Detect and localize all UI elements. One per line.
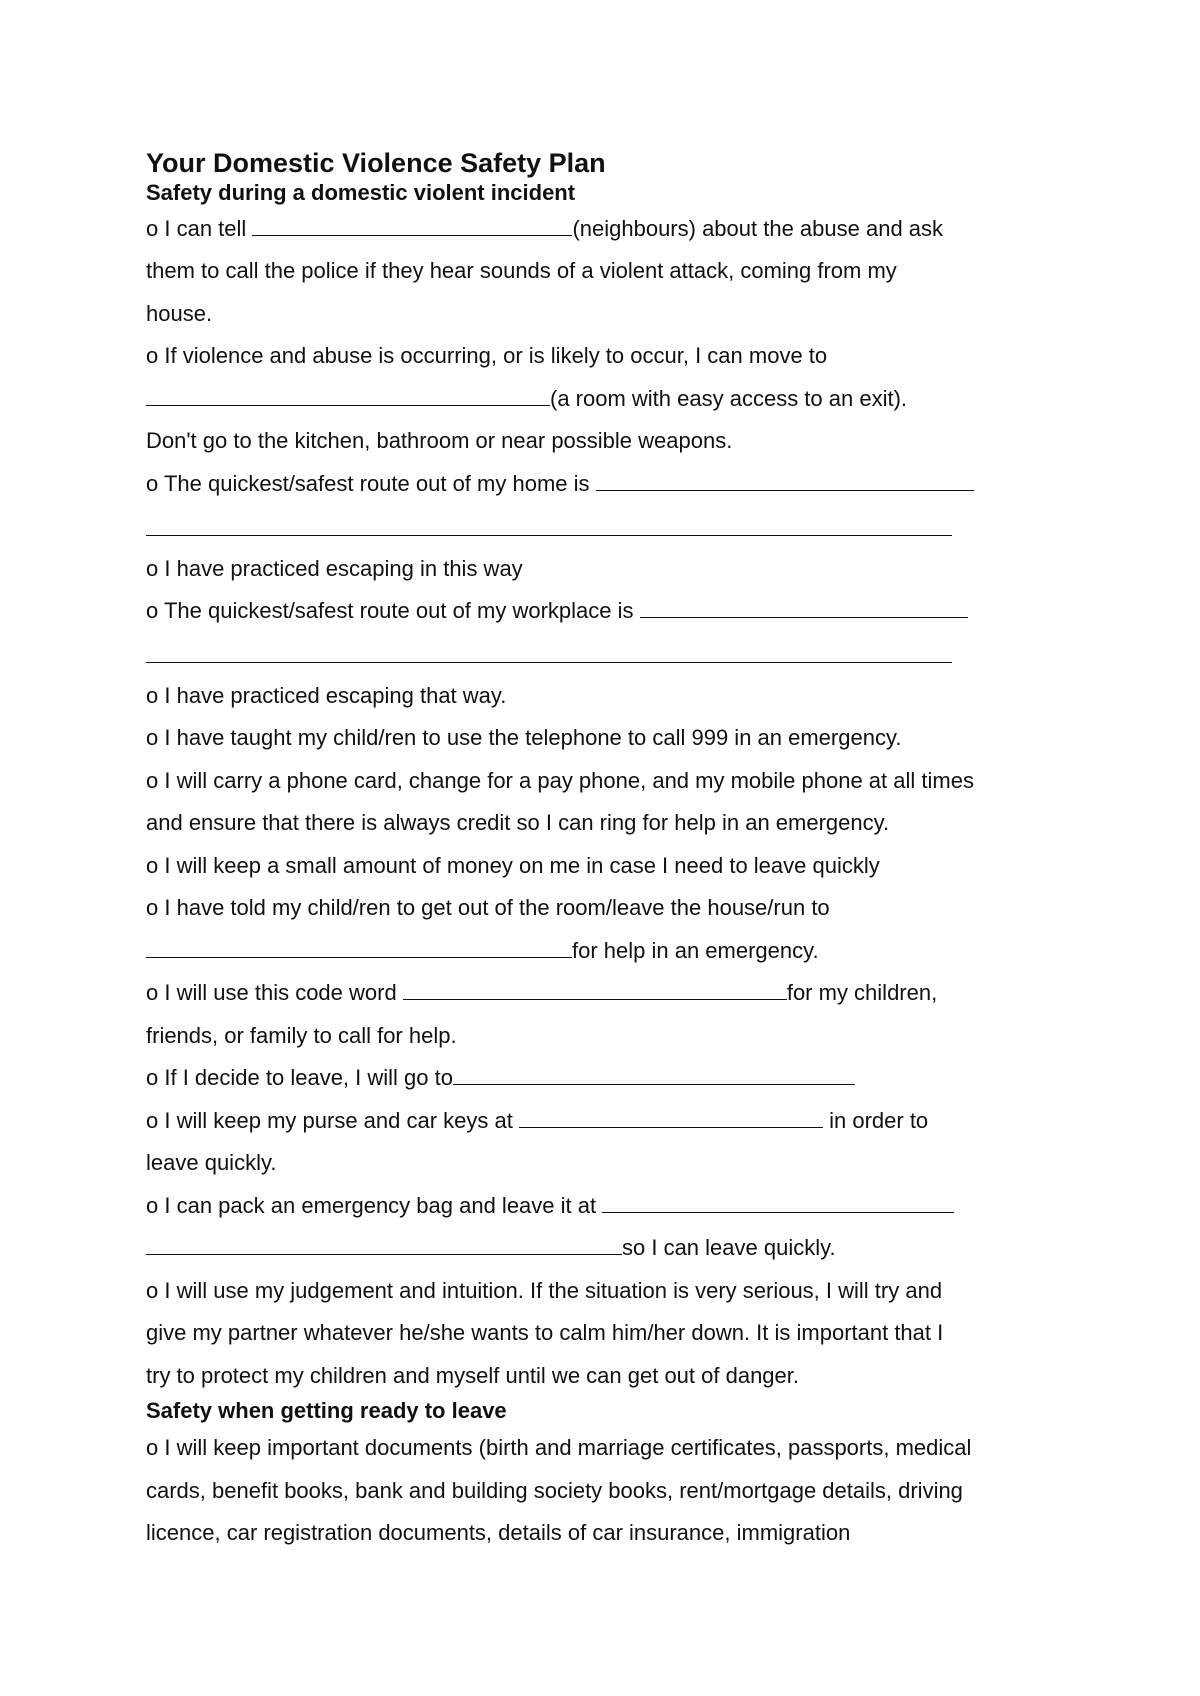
fill-in-blank-route-home-line2[interactable]: [146, 535, 952, 536]
item-emergency-bag: o I can pack an emergency bag and leave it at: [146, 1192, 954, 1220]
text-line: Don't go to the kitchen, bathroom or near possible weapons.: [146, 428, 733, 453]
bullet: o: [146, 725, 159, 750]
fill-in-blank-go-to[interactable]: [453, 1064, 855, 1085]
bullet: o: [146, 1278, 159, 1303]
bullet: o: [146, 471, 159, 496]
fill-in-blank-keys-location[interactable]: [519, 1107, 823, 1128]
fill-in-blank-neighbours[interactable]: [252, 215, 572, 236]
text-line: and ensure that there is always credit so I can ring for help in an emergency.: [146, 810, 890, 835]
item-told-children-run: o I have told my child/ren to get out of the room/leave the house/run to: [146, 895, 830, 920]
bullet: o: [146, 1193, 159, 1218]
item-taught-children-999: o I have taught my child/ren to use the telephone to call 999 in an emergency.: [146, 725, 902, 750]
item-code-word: o I will use this code word for my children,: [146, 980, 938, 1005]
text-line: house.: [146, 301, 213, 326]
item-tell-neighbours: o I can tell (neighbours) about the abuse and ask: [146, 216, 944, 241]
item-important-documents: o I will keep important documents (birth and marriage certificates, passports, medical: [146, 1435, 972, 1460]
item-decide-to-leave: o If I decide to leave, I will go to: [146, 1064, 855, 1092]
item-told-children-run-cont: for help in an emergency.: [146, 937, 819, 965]
document-title: Your Domestic Violence Safety Plan: [146, 148, 606, 178]
item-move-to-room-cont: (a room with easy access to an exit).: [146, 385, 907, 413]
bullet: o: [146, 556, 159, 581]
bullet: o: [146, 895, 159, 920]
fill-in-blank-bag-location-line2[interactable]: [146, 1234, 622, 1255]
section-heading-leaving: Safety when getting ready to leave: [146, 1398, 507, 1423]
item-carry-phone: o I will carry a phone card, change for a pay phone, and my mobile phone at all times: [146, 768, 974, 793]
bullet: o: [146, 1065, 159, 1090]
bullet: o: [146, 768, 159, 793]
text-line: licence, car registration documents, details of car insurance, immigration: [146, 1520, 851, 1545]
bullet: o: [146, 980, 159, 1005]
section-heading-incident: Safety during a domestic violent incident: [146, 180, 576, 205]
bullet: o: [146, 683, 159, 708]
text-line: leave quickly.: [146, 1150, 277, 1175]
fill-in-blank-room[interactable]: [146, 385, 550, 406]
text-line: try to protect my children and myself until we can get out of danger.: [146, 1363, 800, 1388]
text-line: them to call the police if they hear sounds of a violent attack, coming from my: [146, 258, 897, 283]
item-route-home: o The quickest/safest route out of my home is: [146, 470, 974, 498]
item-emergency-bag-cont: so I can leave quickly.: [146, 1234, 836, 1262]
bullet: o: [146, 598, 159, 623]
bullet: o: [146, 853, 159, 878]
bullet: o: [146, 216, 159, 241]
text-line: give my partner whatever he/she wants to calm him/her down. It is important that I: [146, 1320, 944, 1345]
bullet: o: [146, 1435, 159, 1460]
item-purse-keys: o I will keep my purse and car keys at in order to: [146, 1108, 929, 1133]
text-line: cards, benefit books, bank and building society books, rent/mortgage details, driving: [146, 1478, 963, 1503]
bullet: o: [146, 1108, 159, 1133]
fill-in-blank-bag-location[interactable]: [602, 1192, 954, 1213]
text-line: friends, or family to call for help.: [146, 1023, 457, 1048]
item-move-to-room: o If violence and abuse is occurring, or is likely to occur, I can move to: [146, 343, 828, 368]
fill-in-blank-route-workplace[interactable]: [640, 597, 968, 618]
item-practiced-escaping-work: o I have practiced escaping that way.: [146, 683, 507, 708]
fill-in-blank-route-home[interactable]: [596, 470, 974, 491]
item-route-workplace: o The quickest/safest route out of my workplace is: [146, 597, 968, 625]
item-keep-money: o I will keep a small amount of money on me in case I need to leave quickly: [146, 853, 880, 878]
item-judgement: o I will use my judgement and intuition. If the situation is very serious, I will try and: [146, 1278, 943, 1303]
fill-in-blank-code-word[interactable]: [403, 979, 787, 1000]
fill-in-blank-route-workplace-line2[interactable]: [146, 662, 952, 663]
fill-in-blank-run-to[interactable]: [146, 937, 572, 958]
bullet: o: [146, 343, 159, 368]
item-practiced-escaping-home: o I have practiced escaping in this way: [146, 556, 523, 581]
